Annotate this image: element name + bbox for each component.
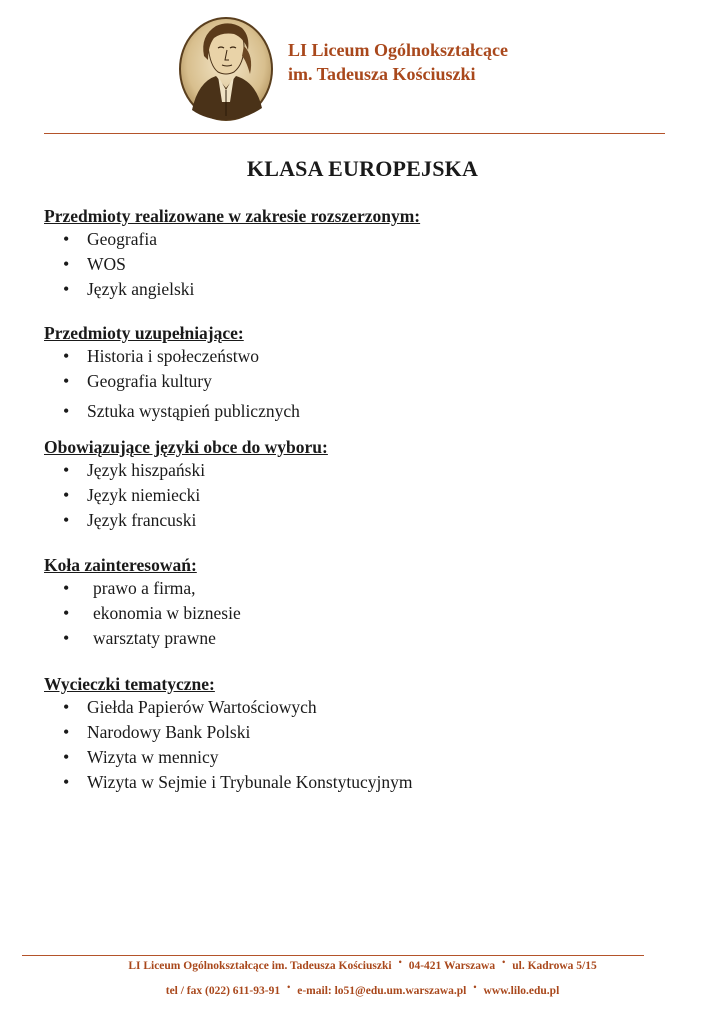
list-item: • WOS [44, 252, 420, 277]
list-item: • warsztaty prawne [44, 626, 241, 651]
footer-website-link[interactable]: www.lilo.edu.pl [483, 985, 560, 997]
page-title: KLASA EUROPEJSKA [246, 156, 479, 181]
list-item: • Język francuski [44, 508, 328, 533]
bullet-list [44, 344, 300, 426]
list-item: • Giełda Papierów Wartościowych [44, 695, 412, 720]
list-item: • prawo a firma, [44, 576, 241, 601]
separator-dot: • [287, 982, 291, 992]
separator-dot: • [502, 957, 506, 967]
section-extended-subjects [44, 205, 420, 302]
section-heading: Obowiązujące języki obce do wyboru: [44, 437, 328, 457]
footer-phone: tel / fax (022) 611-93-91 [165, 985, 281, 997]
section-heading: Wycieczki tematyczne: [44, 674, 215, 694]
list-item: • Język angielski [44, 277, 420, 302]
bullet-list [44, 458, 328, 533]
school-name-line1: LI Liceum Ogólnokształcące [288, 40, 508, 60]
footer-divider [22, 955, 644, 956]
header-divider [44, 133, 665, 134]
section-heading: Przedmioty uzupełniające: [44, 323, 244, 343]
section-supplementary-subjects [44, 322, 300, 426]
bullet-list [44, 695, 412, 795]
section-heading: Koła zainteresowań: [44, 555, 197, 575]
separator-dot: • [473, 982, 477, 992]
school-name [288, 38, 508, 86]
list-item: • ekonomia w biznesie [44, 601, 241, 626]
section-thematic-trips [44, 673, 412, 795]
bullet-list [44, 227, 420, 302]
list-item: • Geografia [44, 227, 420, 252]
footer-school-name: LI Liceum Ogólnokształcące im. Tadeusza Kościuszki [128, 960, 392, 972]
footer-address-line [0, 957, 725, 972]
list-item: • Wizyta w Sejmie i Trybunale Konstytucyjnym [44, 770, 412, 795]
section-interest-clubs [44, 554, 241, 651]
list-item: • Język niemiecki [44, 483, 328, 508]
footer-email-link[interactable]: e-mail: lo51@edu.um.warszawa.pl [297, 985, 467, 997]
separator-dot: • [398, 957, 402, 967]
list-item: • Sztuka wystąpień publicznych [44, 394, 300, 426]
footer-street: ul. Kadrowa 5/15 [512, 960, 597, 972]
list-item: • Język hiszpański [44, 458, 328, 483]
footer-postal-city: 04-421 Warszawa [408, 960, 496, 972]
bullet-list [44, 576, 241, 651]
school-name-line2: im. Tadeusza Kościuszki [288, 64, 476, 84]
section-heading: Przedmioty realizowane w zakresie rozszerzonym: [44, 206, 421, 226]
list-item: • Historia i społeczeństwo [44, 344, 300, 369]
section-foreign-languages [44, 436, 328, 533]
list-item: • Wizyta w mennicy [44, 745, 412, 770]
patron-portrait-image [178, 16, 274, 122]
list-item: • Narodowy Bank Polski [44, 720, 412, 745]
list-item: • Geografia kultury [44, 369, 300, 394]
footer-contact-line [0, 982, 725, 997]
